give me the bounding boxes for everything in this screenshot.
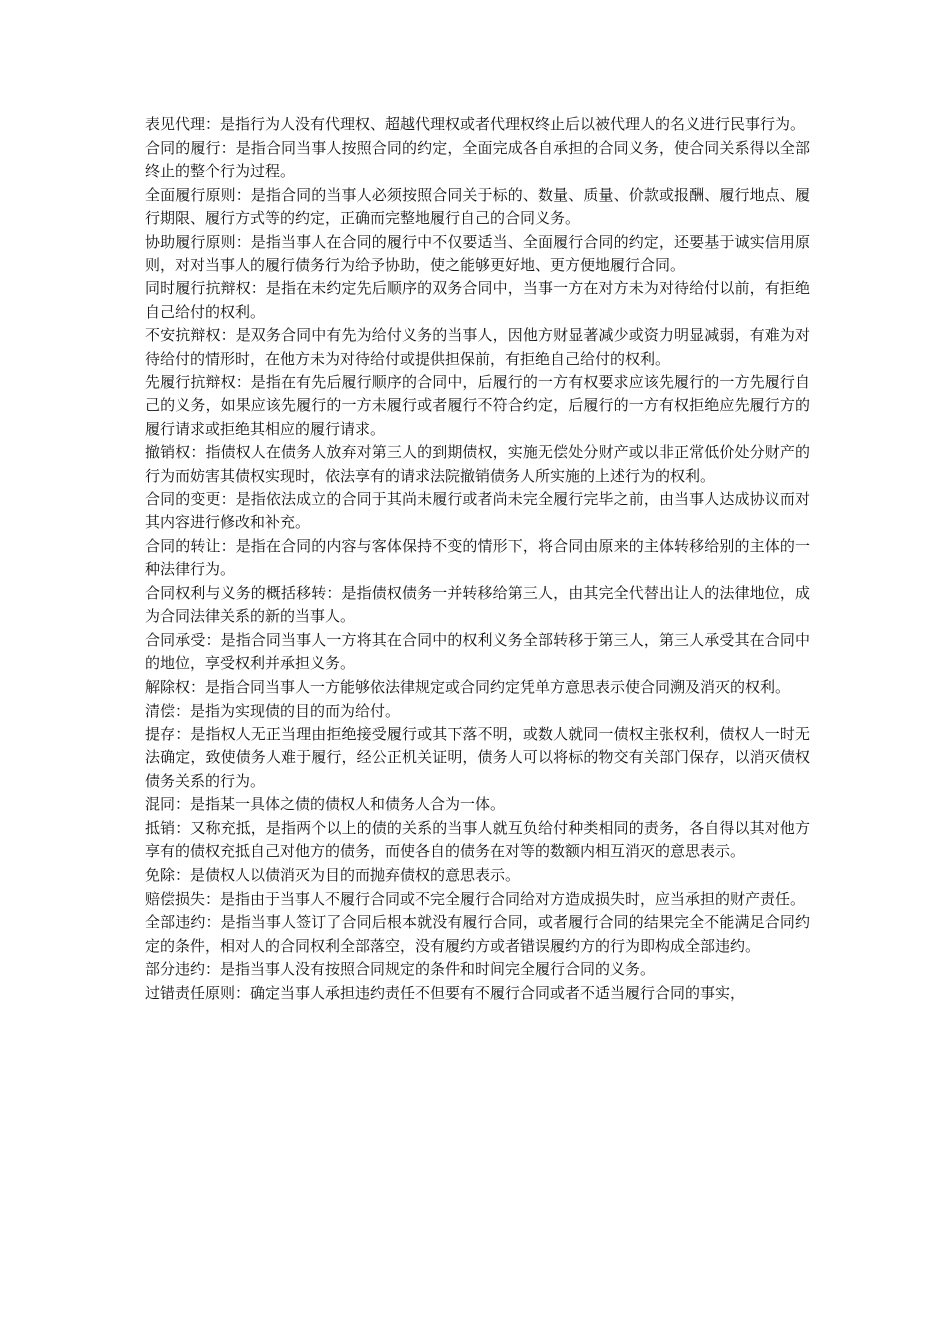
definition-entry: 合同权利与义务的概括移转：是指债权债务一并转移给第三人，由其完全代替出让人的法律地位，成为合同法律关系的新的当事人。 [145, 584, 810, 626]
definition-entry: 合同承受：是指合同当事人一方将其在合同中的权利义务全部转移于第三人，第三人承受其在合同中的地位，享受权利并承担义务。 [145, 630, 810, 673]
definition-entry: 混同：是指某一具体之债的债权人和债务人合为一体。 [145, 795, 506, 814]
definition-entry: 合同的转让：是指在合同的内容与客体保持不变的情形下，将合同由原来的主体转移给别的主体的一种法律行为。 [145, 537, 810, 579]
definition-entry: 提存：是指权人无正当理由拒绝接受履行或其下落不明，或数人就同一债权主张权利，债权人一时无法确定，致使债务人难于履行，经公正机关证明，债务人可以将标的物交有关部门保存，以消灭债权债务关系的行为。 [145, 725, 810, 790]
definition-entry: 抵销：又称充抵，是指两个以上的债的关系的当事人就互负给付种类相同的责务，各自得以其对他方享有的债权充抵自己对他方的债务，而使各自的债务在对等的数额内相互消灭的意思表示。 [145, 819, 810, 861]
definition-entry: 赔偿损失：是指由于当事人不履行合同或不完全履行合同给对方造成损失时，应当承担的财产责任。 [145, 889, 806, 908]
definition-entry: 免除：是债权人以债消灭为目的而抛弃债权的意思表示。 [145, 866, 521, 884]
definition-entry: 全部违约：是指当事人签订了合同后根本就没有履行合同，或者履行合同的结果完全不能满足合同约定的条件，相对人的合同权利全部落空，没有履约方或者错误履约方的行为即构成全部违约。 [145, 913, 810, 955]
definition-entry: 解除权：是指合同当事人一方能够依法律规定或合同约定凭单方意思表示使合同溯及消灭的权利。 [145, 677, 791, 696]
definition-entry: 同时履行抗辩权：是指在未约定先后顺序的双务合同中，当事一方在对方未为对待给付以前，有拒绝自己给付的权利。 [145, 279, 810, 321]
definition-entry: 协助履行原则：是指当事人在合同的履行中不仅要适当、全面履行合同的约定，还要基于诚实信用原则，对对当事人的履行债务行为给予协助，使之能够更好地、更方便地履行合同。 [145, 232, 810, 274]
document-body [145, 113, 810, 1006]
definition-entry: 表见代理：是指行为人没有代理权、超越代理权或者代理权终止后以被代理人的名义进行民事行为。 [145, 115, 806, 133]
definition-entry: 部分违约：是指当事人没有按照合同规定的条件和时间完全履行合同的义务。 [145, 960, 656, 979]
definition-entry: 合同的履行：是指合同当事人按照合同的约定，全面完成各自承担的合同义务，使合同关系得以全部终止的整个行为过程。 [145, 138, 810, 180]
definition-entry: 全面履行原则：是指合同的当事人必须按照合同关于标的、数量、质量、价款或报酬、履行地点、履行期限、履行方式等的约定，正确而完整地履行自己的合同义务。 [145, 185, 810, 227]
definition-entry: 不安抗辩权：是双务合同中有先为给付义务的当事人，因他方财显著减少或资力明显减弱，有难为对待给付的情形时，在他方未为对待给付或提供担保前，有拒绝自己给付的权利。 [145, 326, 810, 368]
definition-entry: 撤销权：指债权人在债务人放弃对第三人的到期债权，实施无偿处分财产或以非正常低价处分财产的行为而妨害其债权实现时，依法享有的请求法院撤销债务人所实施的上述行为的权利。 [145, 443, 810, 485]
definition-entry: 先履行抗辩权：是指在有先后履行顺序的合同中，后履行的一方有权要求应该先履行的一方先履行自己的义务，如果应该先履行的一方未履行或者履行不符合约定，后履行的一方有权拒绝应先履行方的履行请求或拒绝其相应的履行请求。 [145, 373, 810, 438]
definition-entry: 过错责任原则：确定当事人承担违约责任不但要有不履行合同或者不适当履行合同的事实， [145, 984, 746, 1003]
definition-entry: 清偿：是指为实现债的目的而为给付。 [145, 701, 401, 720]
definition-entry: 合同的变更：是指依法成立的合同于其尚未履行或者尚未完全履行完毕之前，由当事人达成协议而对其内容进行修改和补充。 [145, 490, 810, 532]
